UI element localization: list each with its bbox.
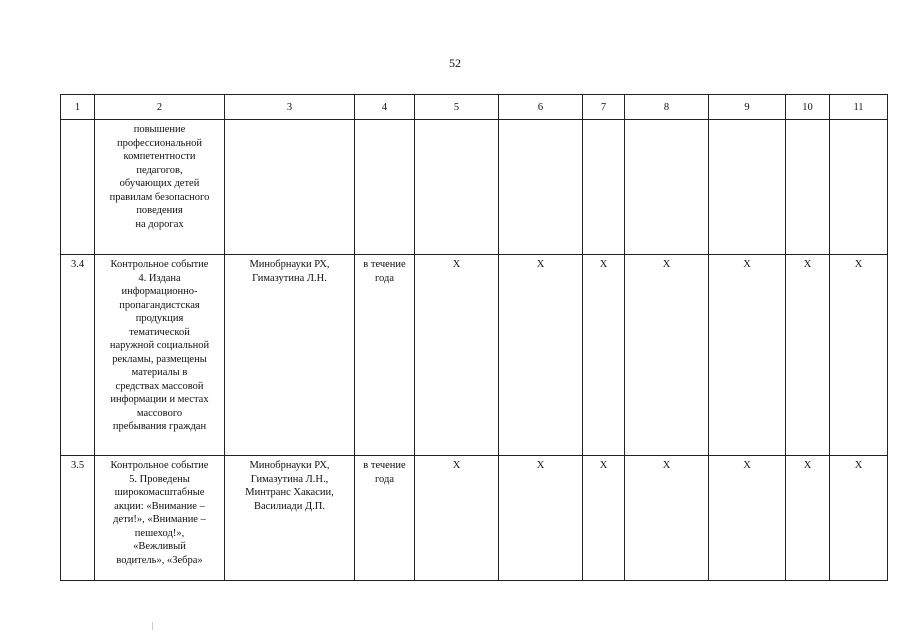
- deadline-cell: в течение года: [355, 456, 415, 581]
- column-header: 4: [355, 95, 415, 120]
- responsible-cell: Минобрнауки РХ, Гимазутина Л.Н.: [225, 255, 355, 456]
- deadline-cell: в течение года: [355, 255, 415, 456]
- table-row: [61, 456, 888, 581]
- row-number: 3.4: [61, 255, 95, 456]
- mark-cell: X: [415, 456, 499, 581]
- mark-cell: X: [415, 255, 499, 456]
- column-header: 1: [61, 95, 95, 120]
- mark-cell: [625, 120, 709, 255]
- event-description: повышение профессиональной компетентности педагогов, обучающих детей правилам безопасного поведения на дорогах: [95, 120, 225, 255]
- deadline-cell: [355, 120, 415, 255]
- responsible-cell: Минобрнауки РХ, Гимазутина Л.Н., Минтранс Хакасии, Василиади Д.П.: [225, 456, 355, 581]
- mark-cell: X: [786, 456, 830, 581]
- mark-cell: [709, 120, 786, 255]
- mark-cell: [786, 120, 830, 255]
- responsible-cell: [225, 120, 355, 255]
- column-header: 11: [830, 95, 888, 120]
- scan-artifact: [152, 622, 153, 630]
- column-header: 8: [625, 95, 709, 120]
- mark-cell: X: [499, 456, 583, 581]
- event-description: Контрольное событие 4. Издана информационно- пропагандистская продукция тематической наружной социальной рекламы, размещены материалы в средствах массовой информации и местах массового пребывания граждан: [95, 255, 225, 456]
- column-header: 6: [499, 95, 583, 120]
- mark-cell: X: [709, 255, 786, 456]
- event-description: Контрольное событие 5. Проведены широкомасштабные акции: «Внимание – дети!», «Внимание – пешеход!», «Вежливый водитель», «Зебра»: [95, 456, 225, 581]
- mark-cell: X: [830, 456, 888, 581]
- mark-cell: X: [709, 456, 786, 581]
- column-header: 2: [95, 95, 225, 120]
- plan-table: [60, 94, 888, 581]
- mark-cell: [499, 120, 583, 255]
- mark-cell: X: [583, 456, 625, 581]
- row-number: [61, 120, 95, 255]
- row-number: 3.5: [61, 456, 95, 581]
- page-number: 52: [449, 56, 461, 70]
- mark-cell: X: [583, 255, 625, 456]
- column-header: 3: [225, 95, 355, 120]
- mark-cell: X: [625, 456, 709, 581]
- table-header-row: [61, 95, 888, 120]
- mark-cell: X: [625, 255, 709, 456]
- table-row: [61, 255, 888, 456]
- mark-cell: [583, 120, 625, 255]
- mark-cell: X: [786, 255, 830, 456]
- mark-cell: X: [499, 255, 583, 456]
- column-header: 9: [709, 95, 786, 120]
- column-header: 10: [786, 95, 830, 120]
- table-row: [61, 120, 888, 255]
- column-header: 7: [583, 95, 625, 120]
- column-header: 5: [415, 95, 499, 120]
- mark-cell: [415, 120, 499, 255]
- mark-cell: X: [830, 255, 888, 456]
- mark-cell: [830, 120, 888, 255]
